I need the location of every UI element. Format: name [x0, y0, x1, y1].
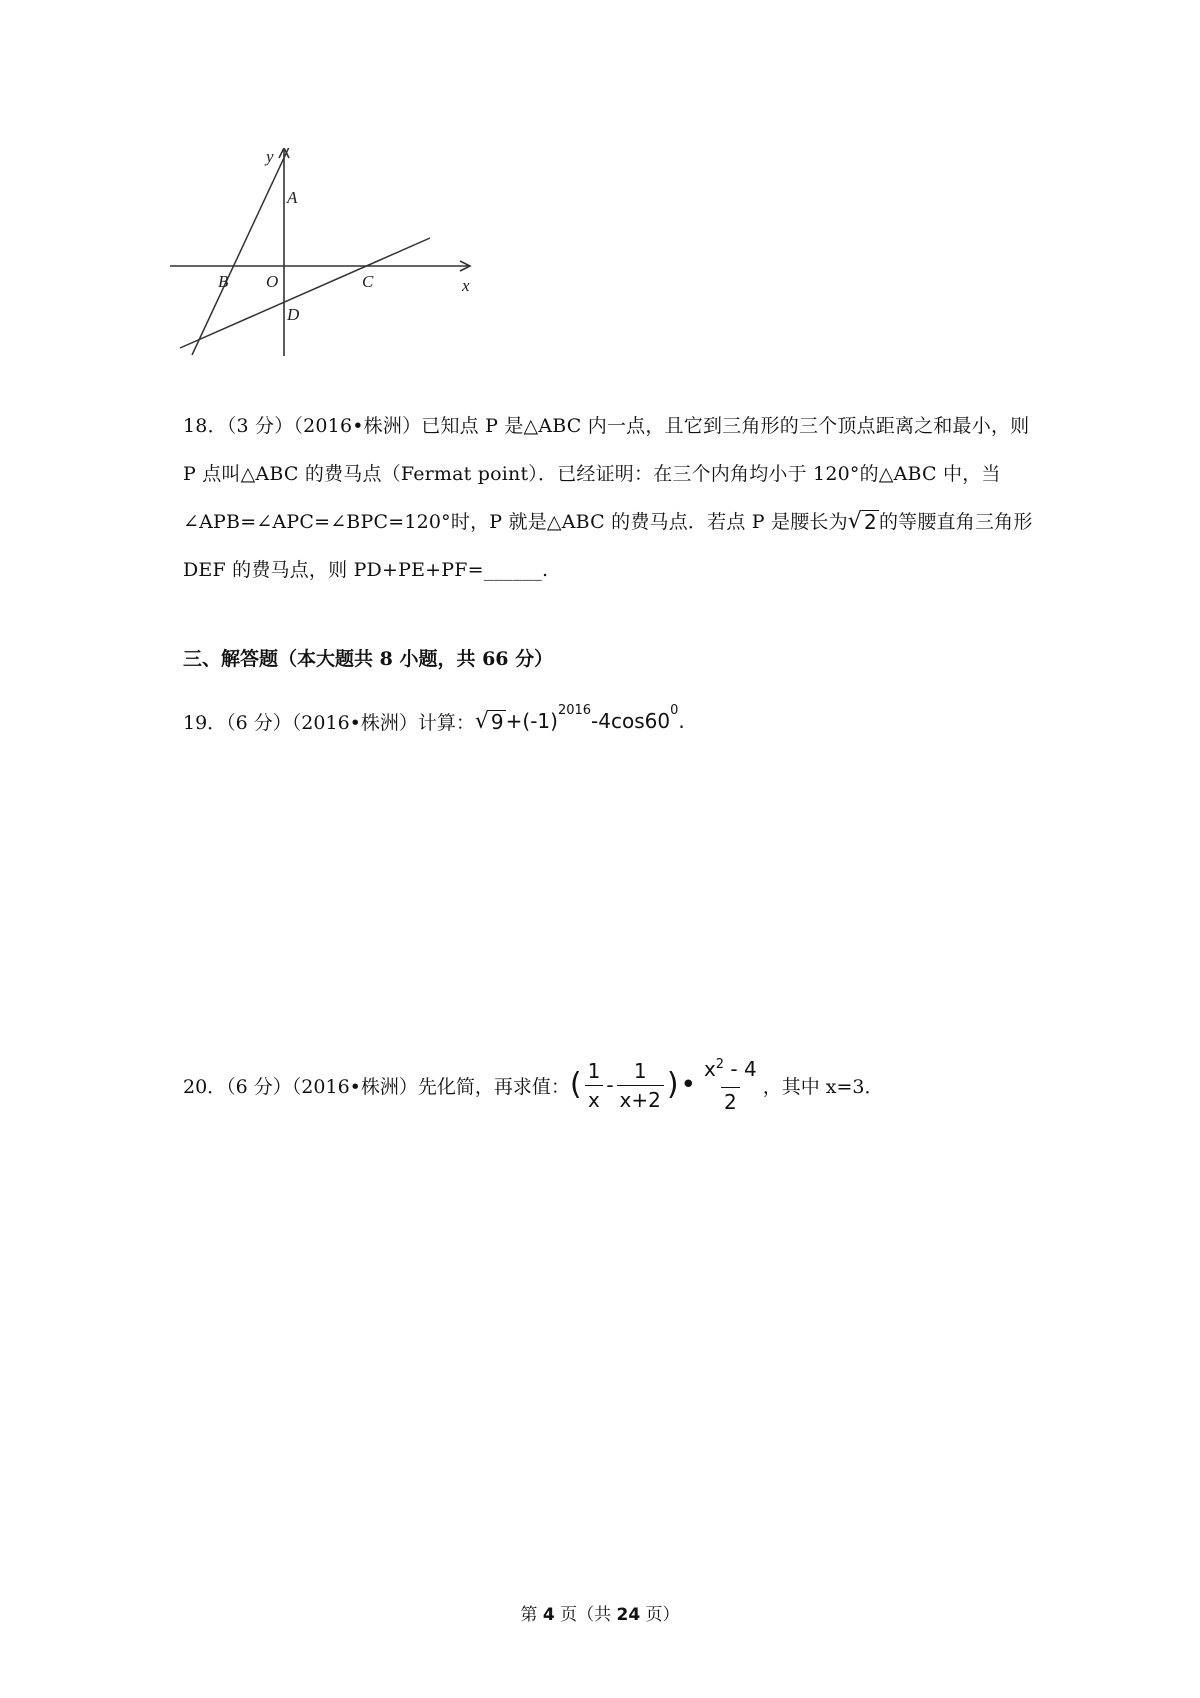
question-18	[183, 402, 1033, 594]
fraction	[701, 1055, 760, 1116]
coordinate-figure	[170, 148, 490, 363]
question-19-expression	[474, 702, 685, 734]
numerator-exponent: 2	[715, 1056, 725, 1072]
line-dc	[180, 238, 430, 348]
footer-total-pages: 24	[616, 1605, 641, 1625]
point-label-b: B	[218, 272, 229, 291]
denominator: x+2	[617, 1085, 664, 1114]
numerator-tail: - 4	[724, 1056, 757, 1081]
footer-post: 页）	[640, 1605, 680, 1625]
exponent: 2016	[557, 702, 592, 718]
point-label-c: C	[362, 272, 374, 291]
numerator: 1	[633, 1058, 647, 1083]
point-label-d: D	[287, 305, 300, 324]
expression-part: +(-1)	[505, 709, 558, 733]
axis-label-x: x	[462, 276, 470, 295]
page-footer	[0, 1600, 1200, 1625]
question-20-text-end: ，其中 x=3．	[762, 1075, 884, 1098]
fraction	[617, 1057, 664, 1114]
point-label-a: A	[287, 188, 298, 207]
point-label-o: O	[266, 272, 279, 291]
question-18-text: 18．（3 分）（2016•株洲）已知点 P 是△ABC 内一点，且它到三角形的三个顶点距离之和最小，则 P 点叫△ABC 的费马点（Fermat point）．已经证明：在三个内角均小于 120°的△ABC 中，当∠APB=∠APC=∠BPC=120°时，P 就是△ABC 的费马点．若点 P 是腰长为	[183, 415, 1030, 533]
footer-page-number: 4	[542, 1605, 555, 1625]
multiply-dot: •	[680, 1070, 696, 1100]
footer-pre: 第	[520, 1605, 543, 1625]
expression-end: .	[678, 709, 685, 733]
question-20-expression	[570, 1055, 763, 1116]
close-paren: )	[666, 1067, 679, 1102]
line-ab	[192, 148, 290, 355]
numerator	[701, 1055, 760, 1087]
numerator: 1	[587, 1058, 601, 1083]
sqrt-expression	[848, 510, 879, 533]
sqrt-expression	[475, 710, 506, 733]
radical-sign: √	[847, 509, 863, 534]
question-19-text: 19．（6 分）（2016•株洲）计算：	[183, 711, 475, 734]
open-paren: (	[569, 1067, 582, 1102]
minus-sign: -	[606, 1073, 614, 1097]
expression-part: -4cos60	[591, 709, 671, 733]
degree-superscript: 0	[670, 702, 679, 718]
question-20	[183, 1050, 883, 1120]
footer-mid: 页（共	[554, 1605, 617, 1625]
question-19	[183, 701, 685, 741]
axis-label-y: y	[266, 148, 274, 166]
numerator-base: x	[703, 1056, 716, 1081]
denominator: 2	[721, 1087, 740, 1116]
denominator: x	[585, 1085, 603, 1114]
sqrt-radicand: 9	[490, 709, 504, 734]
fraction	[585, 1057, 604, 1114]
section-title: 三、解答题（本大题共 8 小题，共 66 分）	[183, 648, 554, 670]
question-18-text-end: 的等腰直角三角形 DEF 的费马点，则 PD+PE+PF=______.	[183, 511, 1033, 581]
sqrt-radicand: 2	[864, 510, 877, 534]
radical-sign: √	[474, 708, 489, 734]
question-20-text: 20．（6 分）（2016•株洲）先化简，再求值：	[183, 1075, 570, 1098]
